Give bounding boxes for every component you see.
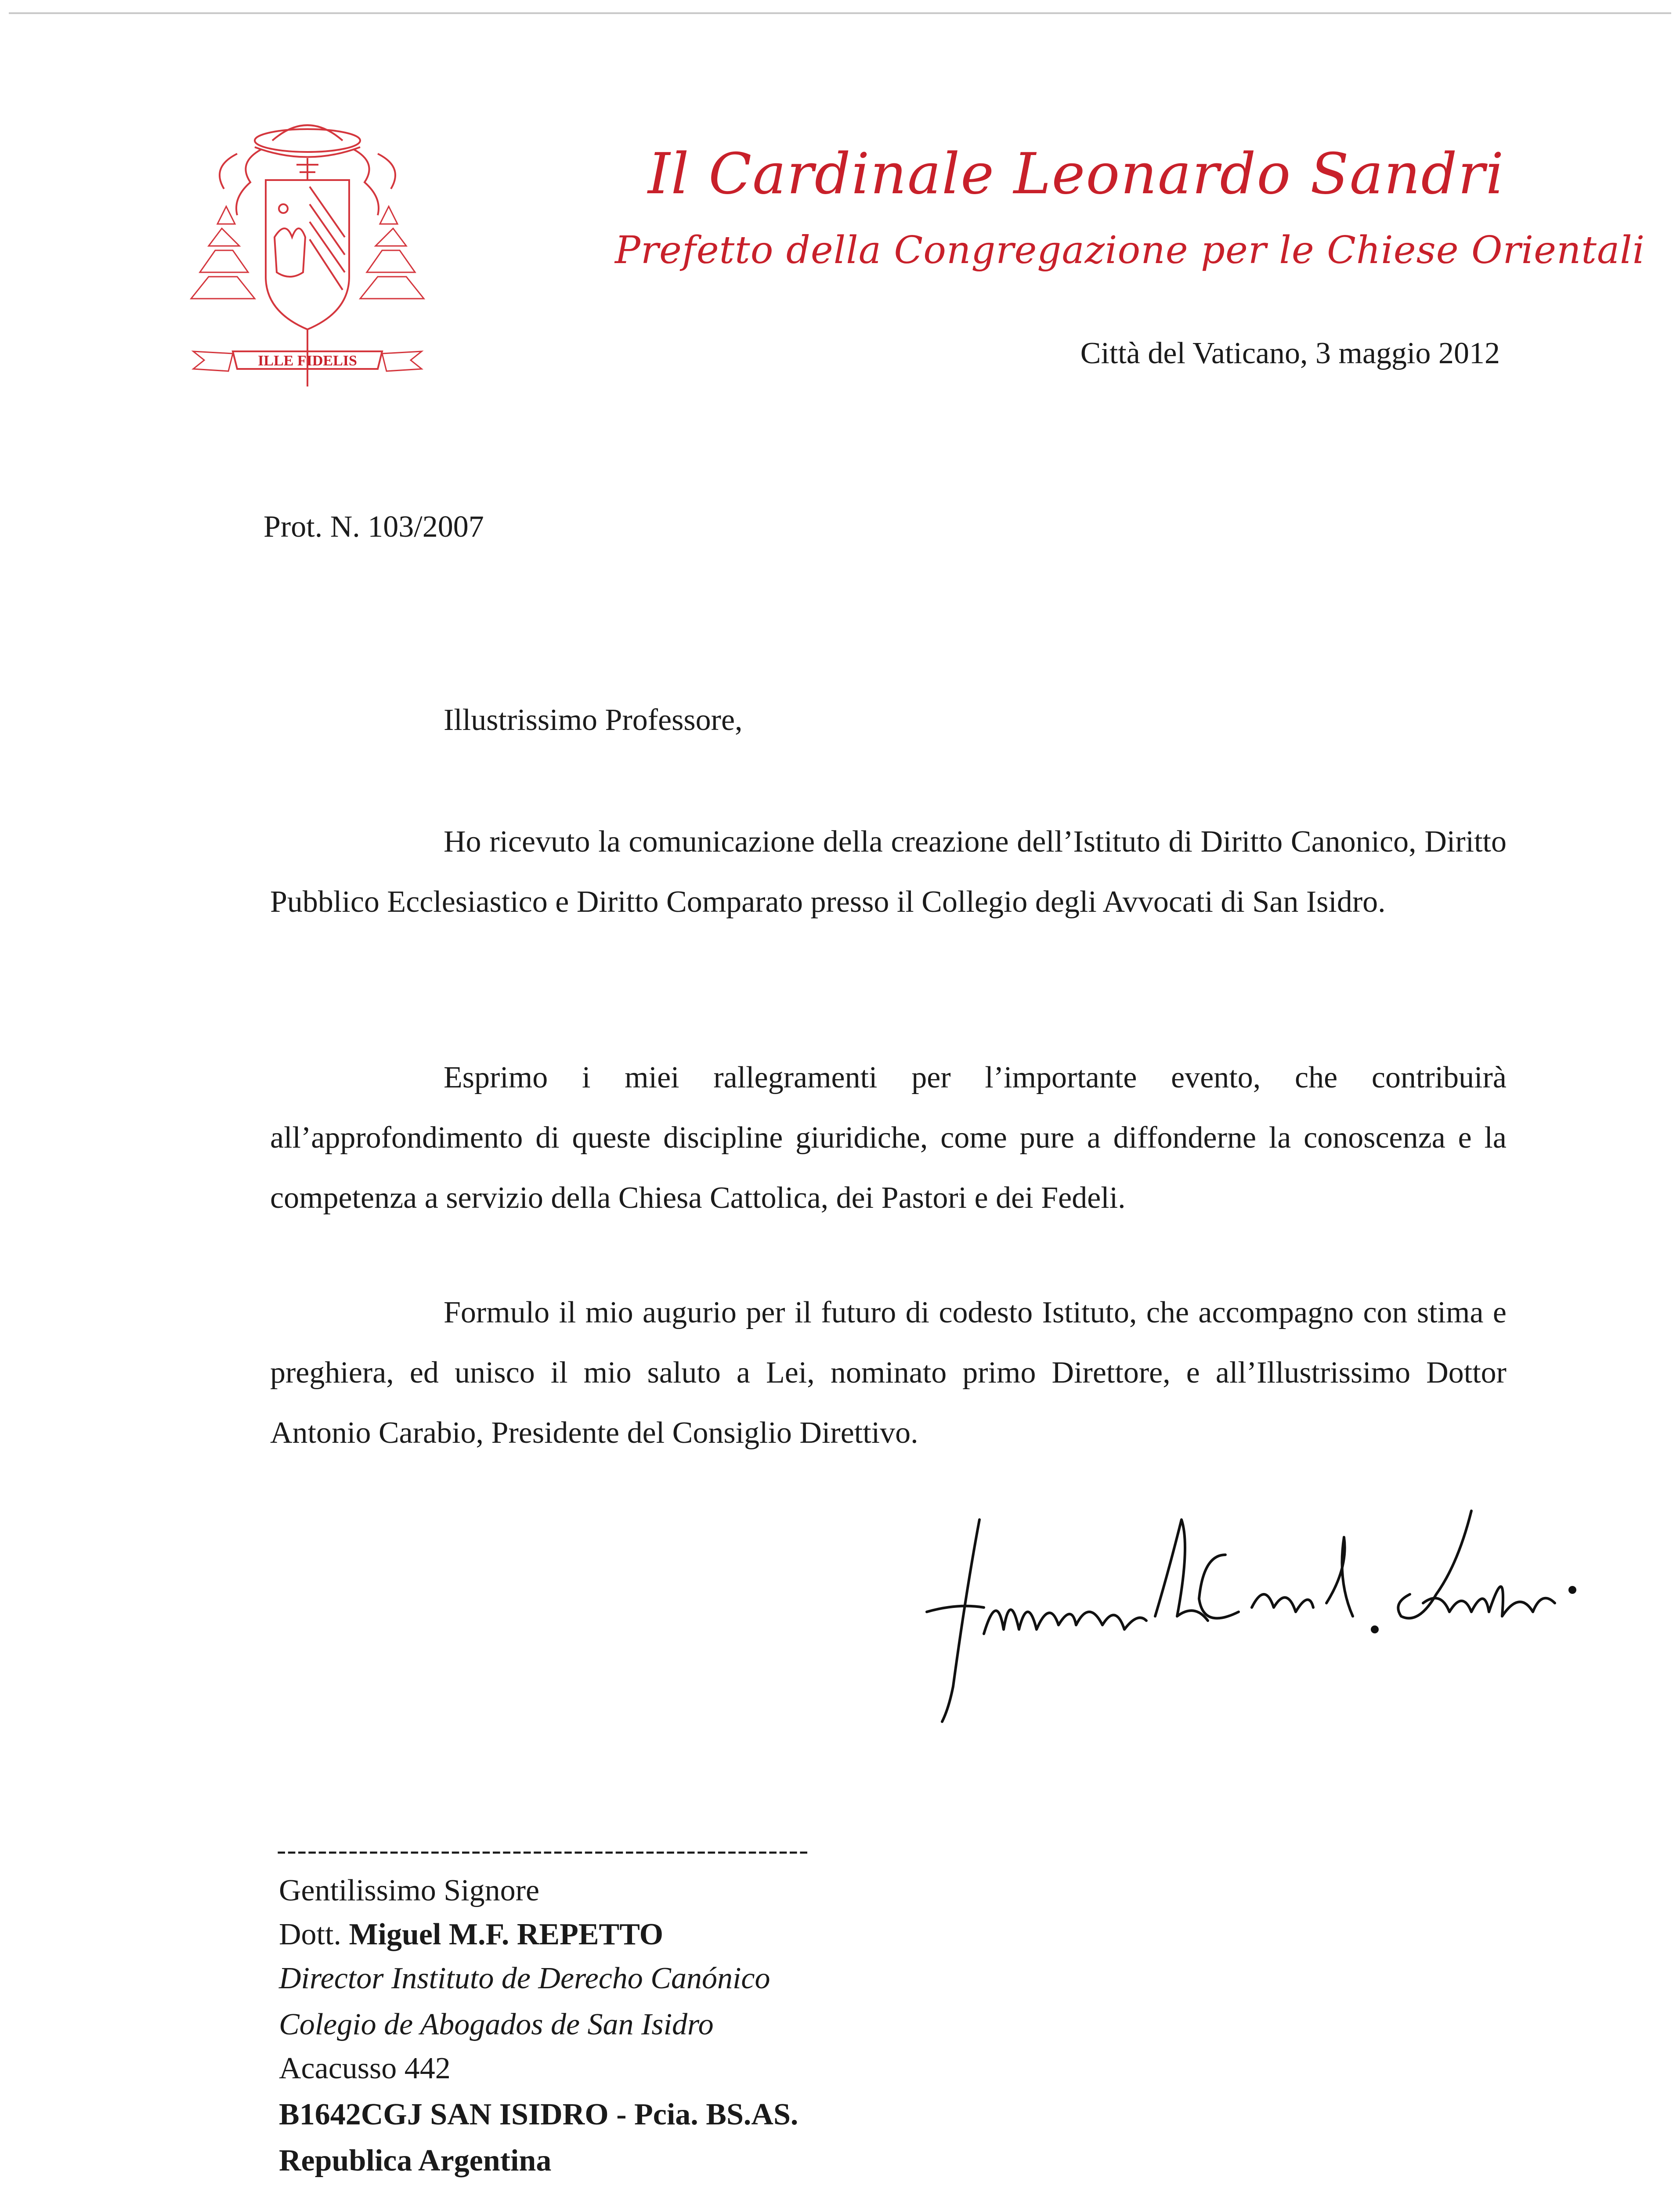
top-border-line — [9, 12, 1671, 14]
salutation: Illustrissimo Professore, — [444, 703, 743, 737]
letterhead-title: Il Cardinale Leonardo Sandri — [648, 141, 1505, 207]
recipient-name-line — [279, 1919, 663, 1950]
recipient-country: Republica Argentina — [279, 2144, 552, 2178]
body-paragraph: Ho ricevuto la comunicazione della creazione dell’Istituto di Diritto Canonico, Diritto Pubblico Ecclesiastico e Diritto Comparato presso il Collegio degli Avvocati di San Isidro. — [270, 825, 1507, 919]
recipient-street: Acacusso 442 — [279, 2052, 451, 2085]
letterhead-subtitle: Prefetto della Congregazione per le Chiese Orientali — [615, 228, 1645, 272]
date-line: Città del Vaticano, 3 maggio 2012 — [1080, 336, 1500, 370]
recipient-city: B1642CGJ SAN ISIDRO - Pcia. BS.AS. — [279, 2098, 798, 2131]
crest-motto: ILLE FIDELIS — [258, 353, 357, 369]
recipient-greeting: Gentilissimo Signore — [279, 1874, 540, 1907]
coat-of-arms-icon — [184, 105, 430, 413]
recipient-organization: Colegio de Abogados de San Isidro — [279, 2008, 714, 2041]
body-paragraph: Formulo il mio augurio per il futuro di codesto Istituto, che accompagno con stima e preghiera, ed unisco il mio saluto a Lei, nominato primo Direttore, e all’Illustrissimo Dottor Antonio Carabio, Presidente del Consiglio Direttivo. — [270, 1296, 1507, 1450]
recipient-role: Director Instituto de Derecho Canónico — [279, 1961, 770, 1995]
protocol-number: Prot. N. 103/2007 — [264, 510, 484, 544]
recipient-title: Dott. — [279, 1918, 341, 1951]
recipient-name: Miguel M.F. REPETTO — [349, 1918, 664, 1951]
separator-line: ---------------------------------------------------- — [277, 1834, 809, 1865]
body-paragraph: Esprimo i miei rallegramenti per l’importante evento, che contribuirà all’approfondimento di queste discipline giuridiche, come pure a diffonderne la conoscenza e la competenza a servizio della Chiesa Cattolica, dei Pastori e dei Fedeli. — [270, 1061, 1507, 1215]
handwritten-signature — [918, 1502, 1608, 1730]
